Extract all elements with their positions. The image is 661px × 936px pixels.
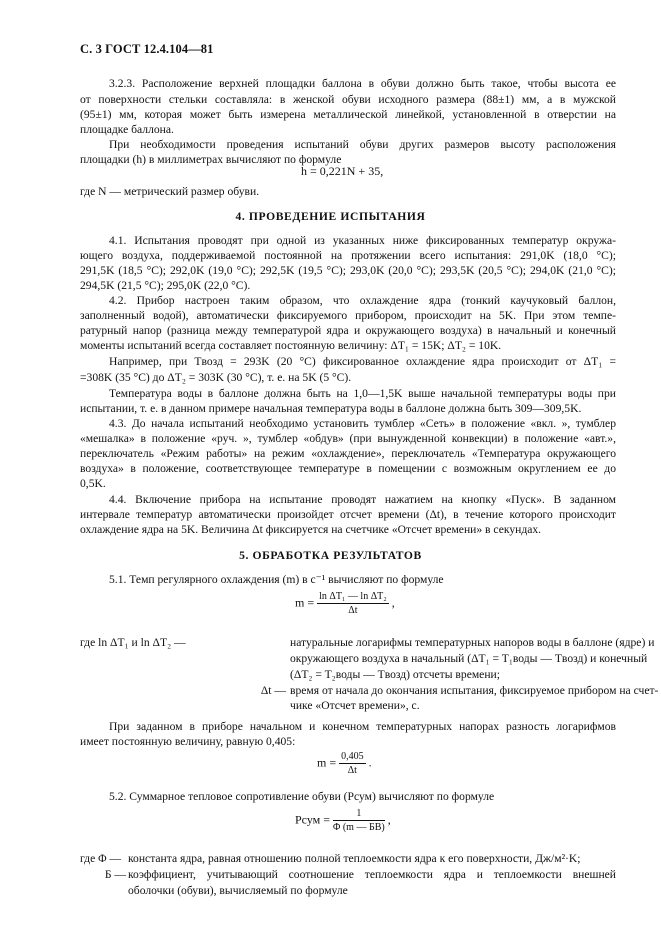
- definition-line: оболочки (обуви), вычисляемый по формуле: [128, 884, 348, 897]
- paragraph-line: При необходимости проведения испытаний обуви других размеров высоту расположения: [109, 138, 616, 151]
- paragraph-line: испытании, т. е. в данном примере начальная температура воды в баллоне должна быть 309—309,5K.: [80, 402, 582, 415]
- paragraph-line: =308K (35 °C) до ΔT₂ = 303K (30 °C), т. е. на 5K (5 °C).: [80, 371, 352, 384]
- paragraph-line: охлаждение ядра на 5K. Величина Δt фиксируется на счетчике «Отсчет времени» в секундах.: [80, 523, 542, 536]
- definition-line: натуральные логарифмы температурных напоров воды в баллоне (ядре) и: [290, 636, 655, 649]
- formula-tail: ,: [391, 595, 395, 610]
- formula-fraction: [333, 808, 385, 833]
- definition-line: чике «Отсчет времени», с.: [290, 699, 420, 712]
- paragraph-line: ющего воздуха, поддерживаемой постоянной на протяжении всего испытания: 291,0K (18,0 °C);: [80, 249, 616, 262]
- definition-line: окружающего воздуха в начальный (ΔT₁ = T₁воды — Tвозд) и конечный: [290, 652, 648, 665]
- paragraph-line: площадке баллона.: [80, 123, 174, 136]
- definition-term: Б —: [104, 868, 126, 881]
- paragraph-line: 5.1. Темп регулярного охлаждения (m) в с⁻¹ вычисляют по формуле: [109, 573, 444, 586]
- paragraph-line: 3.2.3. Расположение верхней площадки баллона в обуви должно быть такое, чтобы высота ее: [109, 77, 616, 90]
- page-header: С. 3 ГОСТ 12.4.104—81: [80, 42, 214, 56]
- paragraph-line: Температура воды в баллоне должна быть на 1,0—1,5K выше начальной температуры воды при: [109, 387, 616, 400]
- paragraph-line: от поверхности стельки составляла: в женской обуви исходного размера (88±1) мм, а в мужской: [80, 93, 616, 106]
- section-heading-5: 5. ОБРАБОТКА РЕЗУЛЬТАТОВ: [239, 549, 422, 562]
- where-clause: где N — метрический размер обуви.: [80, 185, 260, 198]
- paragraph-line: 5.2. Суммарное тепловое сопротивление обуви (Pсум) вычисляют по формуле: [109, 790, 495, 803]
- formula-constant-rate: [317, 751, 372, 776]
- definition-line: время от начала до окончания испытания, фиксируемое прибором на счет-: [290, 684, 659, 697]
- paragraph-line: интервале температур автоматически произойдет отсчет времени (Δt), в течение которого происходит: [80, 508, 616, 521]
- formula-cooling-rate: [295, 591, 395, 616]
- paragraph-line: 4.1. Испытания проводят при одной из указанных ниже фиксированных температур окружа-: [109, 234, 616, 247]
- paragraph-line: площадки (h) в миллиметрах вычисляют по формуле: [80, 153, 342, 166]
- paragraph-line: 4.3. До начала испытаний необходимо установить тумблер «Сеть» в положение «вкл. », тумблер: [109, 417, 616, 430]
- formula-tail: ,: [387, 812, 391, 827]
- formula-lhs: Pсум =: [295, 812, 331, 827]
- paragraph-line: При заданном в приборе начальном и конечном температурных напорах разность логарифмов: [109, 720, 616, 733]
- formula-tail: .: [368, 755, 372, 770]
- paragraph-line: 291,5K (18,5 °C); 292,0K (19,0 °C); 292,5K (19,5 °C); 293,0K (20,0 °C); 293,5K (20,5 °C); 294,0K (21,0 °C);: [80, 264, 616, 277]
- paragraph-line: заполненный водой), автоматически фиксируемого прибором, происходит на 5K. При этом темпе-: [80, 309, 616, 322]
- formula-numerator: 1: [333, 808, 385, 821]
- paragraph-line: (95±1) мм, которая может быть измерена металлической линейкой, установленной в отверстии на: [80, 108, 616, 121]
- definition-line: (ΔT₂ = T₂воды — Tвозд) отсчеты времени;: [290, 668, 500, 681]
- definition-line: коэффициент, учитывающий соотношение теплоемкости ядра и теплоемкости внешней: [128, 868, 616, 881]
- formula-fraction: [317, 591, 389, 616]
- formula-thermal-resistance: [295, 808, 391, 833]
- paragraph-line: воздуха» в положение, соответствующее температуре в помещении с возможным округлением ее до: [80, 462, 616, 475]
- formula-numerator: 0,405: [341, 751, 364, 762]
- paragraph-line: 0,5K.: [80, 477, 106, 490]
- formula-denominator: Δt: [347, 765, 357, 776]
- formula-numerator: ln ΔT₁ — ln ΔT₂: [319, 591, 387, 602]
- formula-height: h = 0,221N + 35,: [301, 164, 384, 178]
- paragraph-line: переключатель «Режим работы» на режим «охлаждение», переключатель «Температура окружающего: [80, 447, 616, 460]
- section-heading-4: 4. ПРОВЕДЕНИЕ ИСПЫТАНИЯ: [235, 210, 426, 223]
- paragraph-line: ратурный напор (разница между температурой ядра и окружающего воздуха) в начальный и конечный: [80, 324, 616, 337]
- formula-denominator: Δt: [348, 605, 358, 616]
- paragraph-line: Например, при Tвозд = 293K (20 °C) фиксированное охлаждение ядра происходит от ΔT₁ =: [109, 355, 616, 368]
- formula-fraction: [339, 751, 366, 776]
- formula-lhs: m =: [317, 755, 337, 770]
- paragraph-line: 4.2. Прибор настроен таким образом, что охлаждение ядра (тонкий каучуковый баллон,: [109, 294, 616, 307]
- paragraph-line: моменты испытаний всегда составляет постоянную величину: ΔT₁ = 15K; ΔT₂ = 10K.: [80, 339, 502, 352]
- definition-line: константа ядра, равная отношению полной теплоемкости ядра к его поверхности, Дж/м²·K;: [128, 852, 581, 865]
- definition-term: Δt —: [260, 684, 286, 697]
- definition-term: где Φ —: [80, 852, 122, 865]
- formula-denominator: Φ (m — БB): [333, 822, 385, 833]
- definition-term: где ln ΔT₁ и ln ΔT₂ —: [80, 636, 186, 649]
- paragraph-line: имеет постоянную величину, равную 0,405:: [80, 735, 296, 748]
- paragraph-line: 4.4. Включение прибора на испытание проводят нажатием на кнопку «Пуск». В заданном: [109, 493, 616, 506]
- formula-lhs: m =: [295, 595, 315, 610]
- paragraph-line: «мешалка» в положение «руч. », тумблер «обдув» (при вынужденной конвекции) в положение «авт.»,: [80, 432, 616, 445]
- paragraph-line: 294,5K (21,5 °C); 295,0K (22,0 °C).: [80, 279, 251, 292]
